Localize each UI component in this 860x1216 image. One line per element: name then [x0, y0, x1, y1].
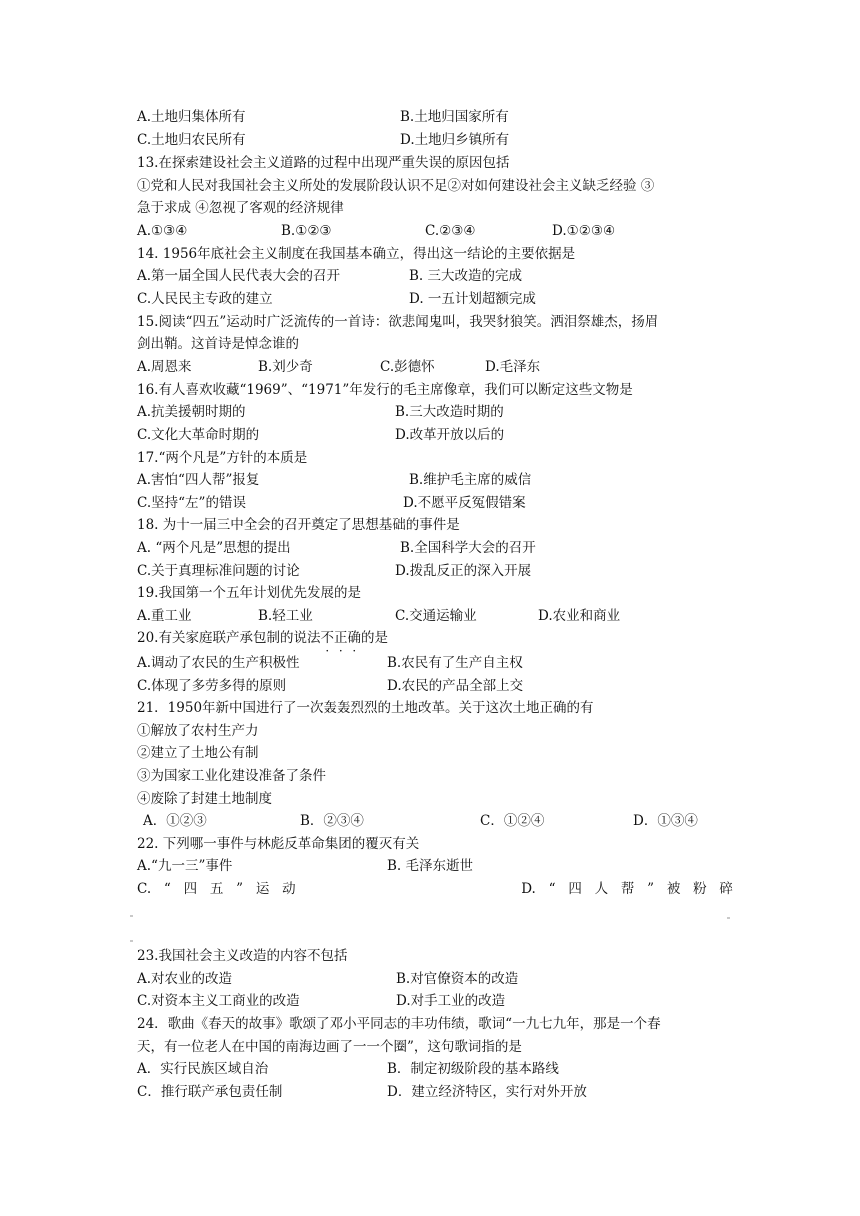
q18-option-c: C.关于真理标准问题的讨论 — [137, 563, 300, 579]
q17-options-row-1 — [137, 469, 737, 491]
q24-options-row-2 — [137, 1081, 737, 1103]
q24-option-a: A．实行民族区域自治 — [137, 1061, 269, 1077]
q19-option-c: C.交通运输业 — [395, 608, 477, 624]
q13-options — [137, 220, 737, 242]
q13-option-b: B.①②③ — [281, 223, 332, 239]
q18-option-d: D.拨乱反正的深入开展 — [395, 563, 532, 579]
q22-option-d-char: 碎 — [719, 881, 733, 897]
q22-stem: 22. 下列哪一事件与林彪反革命集团的覆灭有关 — [137, 836, 420, 852]
q14-options-row-1 — [137, 265, 737, 287]
q18-options-row-1 — [137, 537, 737, 559]
q22-option-c-char: “ — [163, 881, 171, 897]
q20-option-b: B.农民有了生产自主权 — [387, 655, 523, 671]
q19-option-b: B.轻工业 — [258, 608, 313, 624]
q21-option-b: B．②③④ — [300, 813, 364, 829]
q22-option-d-char: 帮 — [620, 881, 635, 897]
q13-option-a: A.①③④ — [137, 223, 188, 239]
q17-option-c: C.坚持“左”的错误 — [137, 495, 246, 511]
q22-option-b: B. 毛泽东逝世 — [387, 858, 474, 874]
q14-stem: 14. 1956年底社会主义制度在我国基本确立，得出这一结论的主要依据是 — [137, 246, 576, 262]
q22-option-d-char: 人 — [594, 881, 609, 897]
q21-stem: 21．1950年新中国进行了一次轰轰烈烈的土地改革。关于这次土地正确的有 — [137, 700, 594, 716]
q22-option-d-char: 四 — [568, 881, 582, 897]
q24-stem: 24．歌曲《春天的故事》歌颂了邓小平同志的丰功伟绩，歌词“一九七九年，那是一个春 — [137, 1016, 661, 1032]
q22-option-c-char: 运 — [255, 881, 270, 897]
q16-option-d: D.改革开放以后的 — [395, 427, 505, 443]
q22-option-d-char: “ — [548, 881, 556, 897]
q20-option-a: A.调动了农民的生产积极性 — [137, 655, 300, 671]
q14-option-b: B. 三大改造的完成 — [409, 268, 523, 284]
q13-stem-line-3: 急于求成 ④忽视了客观的经济规律 — [137, 200, 344, 216]
q18-option-b: B.全国科学大会的召开 — [400, 540, 536, 556]
q15-stem: 15.阅读“四五”运动时广泛流传的一首诗：欲悲闻鬼叫，我哭豺狼笑。洒泪祭雄杰，扬眉 — [137, 314, 659, 330]
q17-options-row-2 — [137, 492, 737, 514]
q16-stem: 16.有人喜欢收藏“1969”、“1971”年发行的毛主席像章，我们可以断定这些文物是 — [137, 382, 633, 398]
q22-option-a: A.“九一三”事件 — [137, 858, 233, 874]
page-break-mark — [727, 917, 730, 919]
q12-options-row-1 — [137, 106, 737, 128]
q14-option-a: A.第一届全国人民代表大会的召开 — [137, 268, 341, 284]
q12-option-d: D.土地归乡镇所有 — [400, 132, 510, 148]
q21-statement-3: ③为国家工业化建设准备了条件 — [137, 768, 326, 784]
q24-option-d: D．建立经济特区，实行对外开放 — [387, 1084, 587, 1100]
q24-option-c: C．推行联产承包责任制 — [137, 1084, 283, 1100]
q18-stem: 18. 为十一届三中全会的召开奠定了思想基础的事件是 — [137, 517, 460, 533]
q20-stem — [137, 627, 737, 649]
q12-option-b: B.土地归国家所有 — [400, 109, 509, 125]
q22-option-d-char: ” — [647, 881, 655, 897]
q14-option-d: D. 一五计划超额完成 — [409, 291, 536, 307]
q24-stem-line-2: 天，有一位老人在中国的南海边画了一一个圈”，这句歌词指的是 — [137, 1039, 522, 1055]
q22-option-d-char: 粉 — [693, 881, 707, 897]
page-break-mark — [130, 940, 133, 942]
q19-stem: 19.我国第一个五年计划优先发展的是 — [137, 585, 361, 601]
q15-option-b: B.刘少奇 — [258, 359, 313, 375]
q20-stem-prefix: 20.有关家庭联产承包制的说法 — [137, 630, 321, 646]
q21-statement-1: ①解放了农村生产力 — [137, 723, 259, 739]
q15-stem-line-2: 剑出鞘。这首诗是悼念谁的 — [137, 336, 299, 352]
q23-option-b: B.对官僚资本的改造 — [396, 971, 519, 987]
q13-stem-line-2: ①党和人民对我国社会主义所处的发展阶段认识不足②对如何建设社会主义缺乏经验 ③ — [137, 178, 655, 194]
q22-option-c-char: 四 — [183, 881, 198, 897]
q18-option-a: A. “两个凡是”思想的提出 — [137, 540, 291, 556]
q20-emphasis-char-1: 不 — [320, 630, 334, 646]
q21-option-c: C．①②④ — [480, 813, 545, 829]
q20-options-row-2 — [137, 675, 737, 697]
q20-emphasis-char-2: 正 — [333, 630, 348, 646]
q20-stem-suffix: 的是 — [360, 630, 388, 646]
q22-options-row-2 — [137, 878, 733, 900]
q22-option-c-char: 动 — [282, 881, 296, 897]
q22-options-row-1 — [137, 855, 737, 877]
q21-option-a: A．①②③ — [143, 813, 207, 829]
q12-options-row-2 — [137, 129, 737, 151]
q21-statement-2: ②建立了土地公有制 — [137, 745, 259, 761]
q24-options-row-1 — [137, 1058, 737, 1080]
q21-statement-4: ④废除了封建土地制度 — [137, 791, 272, 807]
q16-options-row-2 — [137, 424, 737, 446]
q19-options — [137, 605, 737, 627]
page-break-mark — [130, 915, 133, 917]
q17-option-d: D.不愿平反冤假错案 — [403, 495, 526, 511]
q14-options-row-2 — [137, 288, 737, 310]
q18-options-row-2 — [137, 560, 737, 582]
q12-option-c: C.土地归农民所有 — [137, 132, 246, 148]
q22-option-c-char: ” — [236, 881, 244, 897]
q20-option-d: D.农民的产品全部上交 — [387, 678, 524, 694]
q15-option-c: C.彭德怀 — [380, 359, 435, 375]
q23-option-a: A.对农业的改造 — [137, 971, 233, 987]
q21-option-d: D．①③④ — [633, 813, 698, 829]
q14-option-c: C.人民民主专政的建立 — [137, 291, 273, 307]
q23-stem: 23.我国社会主义改造的内容不包括 — [137, 948, 348, 964]
q16-option-b: B.三大改造时期的 — [395, 404, 504, 420]
q21-options — [137, 810, 737, 832]
q22-option-c-char: 五 — [209, 881, 224, 897]
q24-option-b: B．制定初级阶段的基本路线 — [387, 1061, 559, 1077]
q22-options-gap — [308, 878, 508, 900]
q22-option-d-char: D. — [521, 881, 536, 897]
q16-option-c: C.文化大革命时期的 — [137, 427, 260, 443]
q20-options-row-1 — [137, 652, 737, 674]
q16-options-row-1 — [137, 401, 737, 423]
q13-stem: 13.在探索建设社会主义道路的过程中出现严重失误的原因包括 — [137, 155, 510, 171]
q23-options-row-2 — [137, 990, 737, 1012]
q13-option-d: D.①②③④ — [552, 223, 616, 239]
q17-stem: 17.“两个凡是”方针的本质是 — [137, 450, 308, 466]
q23-option-c: C.对资本主义工商业的改造 — [137, 993, 300, 1009]
q15-option-a: A.周恩来 — [137, 359, 192, 375]
q22-option-c-char: C. — [137, 881, 152, 897]
q19-option-d: D.农业和商业 — [538, 608, 621, 624]
q15-options — [137, 356, 737, 378]
q20-option-c: C.体现了多劳多得的原则 — [137, 678, 287, 694]
q19-option-a: A.重工业 — [137, 608, 192, 624]
q17-option-a: A.害怕“四人帮”报复 — [137, 472, 260, 488]
q17-option-b: B.维护毛主席的威信 — [409, 472, 532, 488]
q22-option-d-char: 被 — [666, 881, 681, 897]
q23-option-d: D.对手工业的改造 — [396, 993, 506, 1009]
q13-option-c: C.②③④ — [425, 223, 476, 239]
q15-option-d: D.毛泽东 — [485, 359, 541, 375]
q23-options-row-1 — [137, 968, 737, 990]
q16-option-a: A.抗美援朝时期的 — [137, 404, 246, 420]
q12-option-a: A.土地归集体所有 — [137, 109, 246, 125]
q20-emphasis-char-3: 确 — [347, 630, 361, 646]
